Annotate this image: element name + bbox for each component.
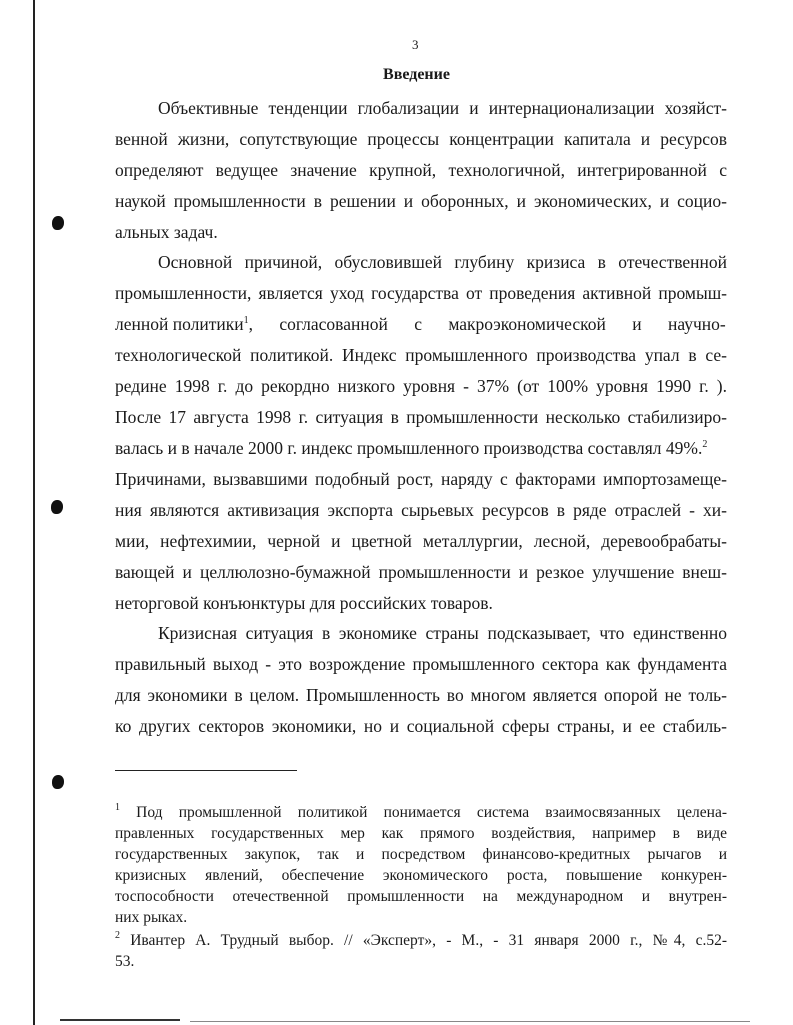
footnote-line: них рыках. [115, 909, 188, 926]
text-line: Объективные тенденции глобализации и интернационализации хозяйст- [158, 98, 727, 118]
text-fragment: Ивантер А. Трудный выбор. // «Эксперт», - М., - 31 января 2000 г., №4, с.52- [130, 932, 727, 949]
page-number: 3 [412, 37, 419, 52]
footnote-line: правленных государственных мер как прямого воздействия, например в виде [115, 825, 727, 842]
footnote-marker: 1 [115, 802, 120, 813]
footnote-line: 53. [115, 953, 135, 970]
footnote-line [115, 931, 727, 950]
text-line: альных задач. [115, 222, 218, 242]
text-line: определяют ведущее значение крупной, технологичной, интегрированной с [115, 160, 727, 180]
text-line: мии, нефтехимии, черной и цветной металлургии, лесной, деревообрабаты- [115, 531, 727, 551]
text-line: ния являются активизация экспорта сырьевых ресурсов в ряде отраслей - хи- [115, 500, 727, 520]
footnote-marker: 2 [115, 930, 120, 941]
text-line: для экономики в целом. Промышленность во многом является опорой не толь- [115, 685, 727, 705]
text-line: После 17 августа 1998 г. ситуация в промышленности несколько стабилизиро- [115, 407, 727, 427]
scan-edge [33, 0, 35, 1025]
footnote-line [115, 803, 727, 822]
text-fragment: валась и в начале 2000 г. индекс промышленного производства составлял 49%. [115, 438, 703, 458]
text-line: венной жизни, сопутствующие процессы концентрации капитала и ресурсов [115, 129, 727, 149]
section-heading: Введение [383, 66, 450, 83]
punch-hole-mark [51, 500, 63, 514]
text-fragment: Под промышленной политикой понимается система взаимосвязанных целена- [136, 804, 727, 821]
text-line: Кризисная ситуация в экономике страны подсказывает, что единственно [158, 623, 727, 643]
text-line: промышленности, является уход государства от проведения активной промыш- [115, 283, 727, 303]
scan-artifact [190, 1021, 750, 1022]
text-line: наукой промышленности в решении и оборонных, и экономических, и социо- [115, 191, 727, 211]
scan-artifact [60, 1019, 180, 1021]
punch-hole-mark [52, 775, 64, 789]
footnote-line: кризисных явлений, обеспечение экономического роста, повышение конкурен- [115, 867, 727, 884]
footnote-line: тоспособности отечественной промышленности на международном и внутрен- [115, 888, 727, 905]
footnote-separator [115, 770, 297, 771]
text-line: Основной причиной, обусловившей глубину кризиса в отечественной [158, 252, 727, 272]
text-line: неторговой конъюнктуры для российских товаров. [115, 593, 493, 613]
text-line: Причинами, вызвавшими подобный рост, наряду с факторами импортозамеще- [115, 469, 727, 489]
text-fragment: ленной политики [115, 314, 244, 334]
footnote-ref: 1 [243, 315, 249, 326]
text-line: редине 1998 г. до рекордно низкого уровня - 37% (от 100% уровня 1990 г. ). [115, 376, 727, 396]
text-line: правильный выход - это возрождение промышленного сектора как фундамента [115, 654, 727, 674]
text-line: ко других секторов экономики, но и социальной сферы страны, и ее стабиль- [115, 716, 727, 736]
text-line-with-ref [115, 437, 727, 459]
footnote-line: государственных закупок, так и посредством финансово-кредитных рычагов и [115, 846, 727, 863]
footnote-ref: 2 [702, 439, 708, 450]
text-fragment: , согласованной с макроэкономической и научно- [248, 314, 726, 334]
punch-hole-mark [52, 216, 64, 230]
text-line: вающей и целлюлозно-бумажной промышленности и резкое улучшение внеш- [115, 562, 727, 582]
text-line-with-ref [115, 313, 727, 335]
text-line: технологической политикой. Индекс промышленного производства упал в се- [115, 345, 727, 365]
